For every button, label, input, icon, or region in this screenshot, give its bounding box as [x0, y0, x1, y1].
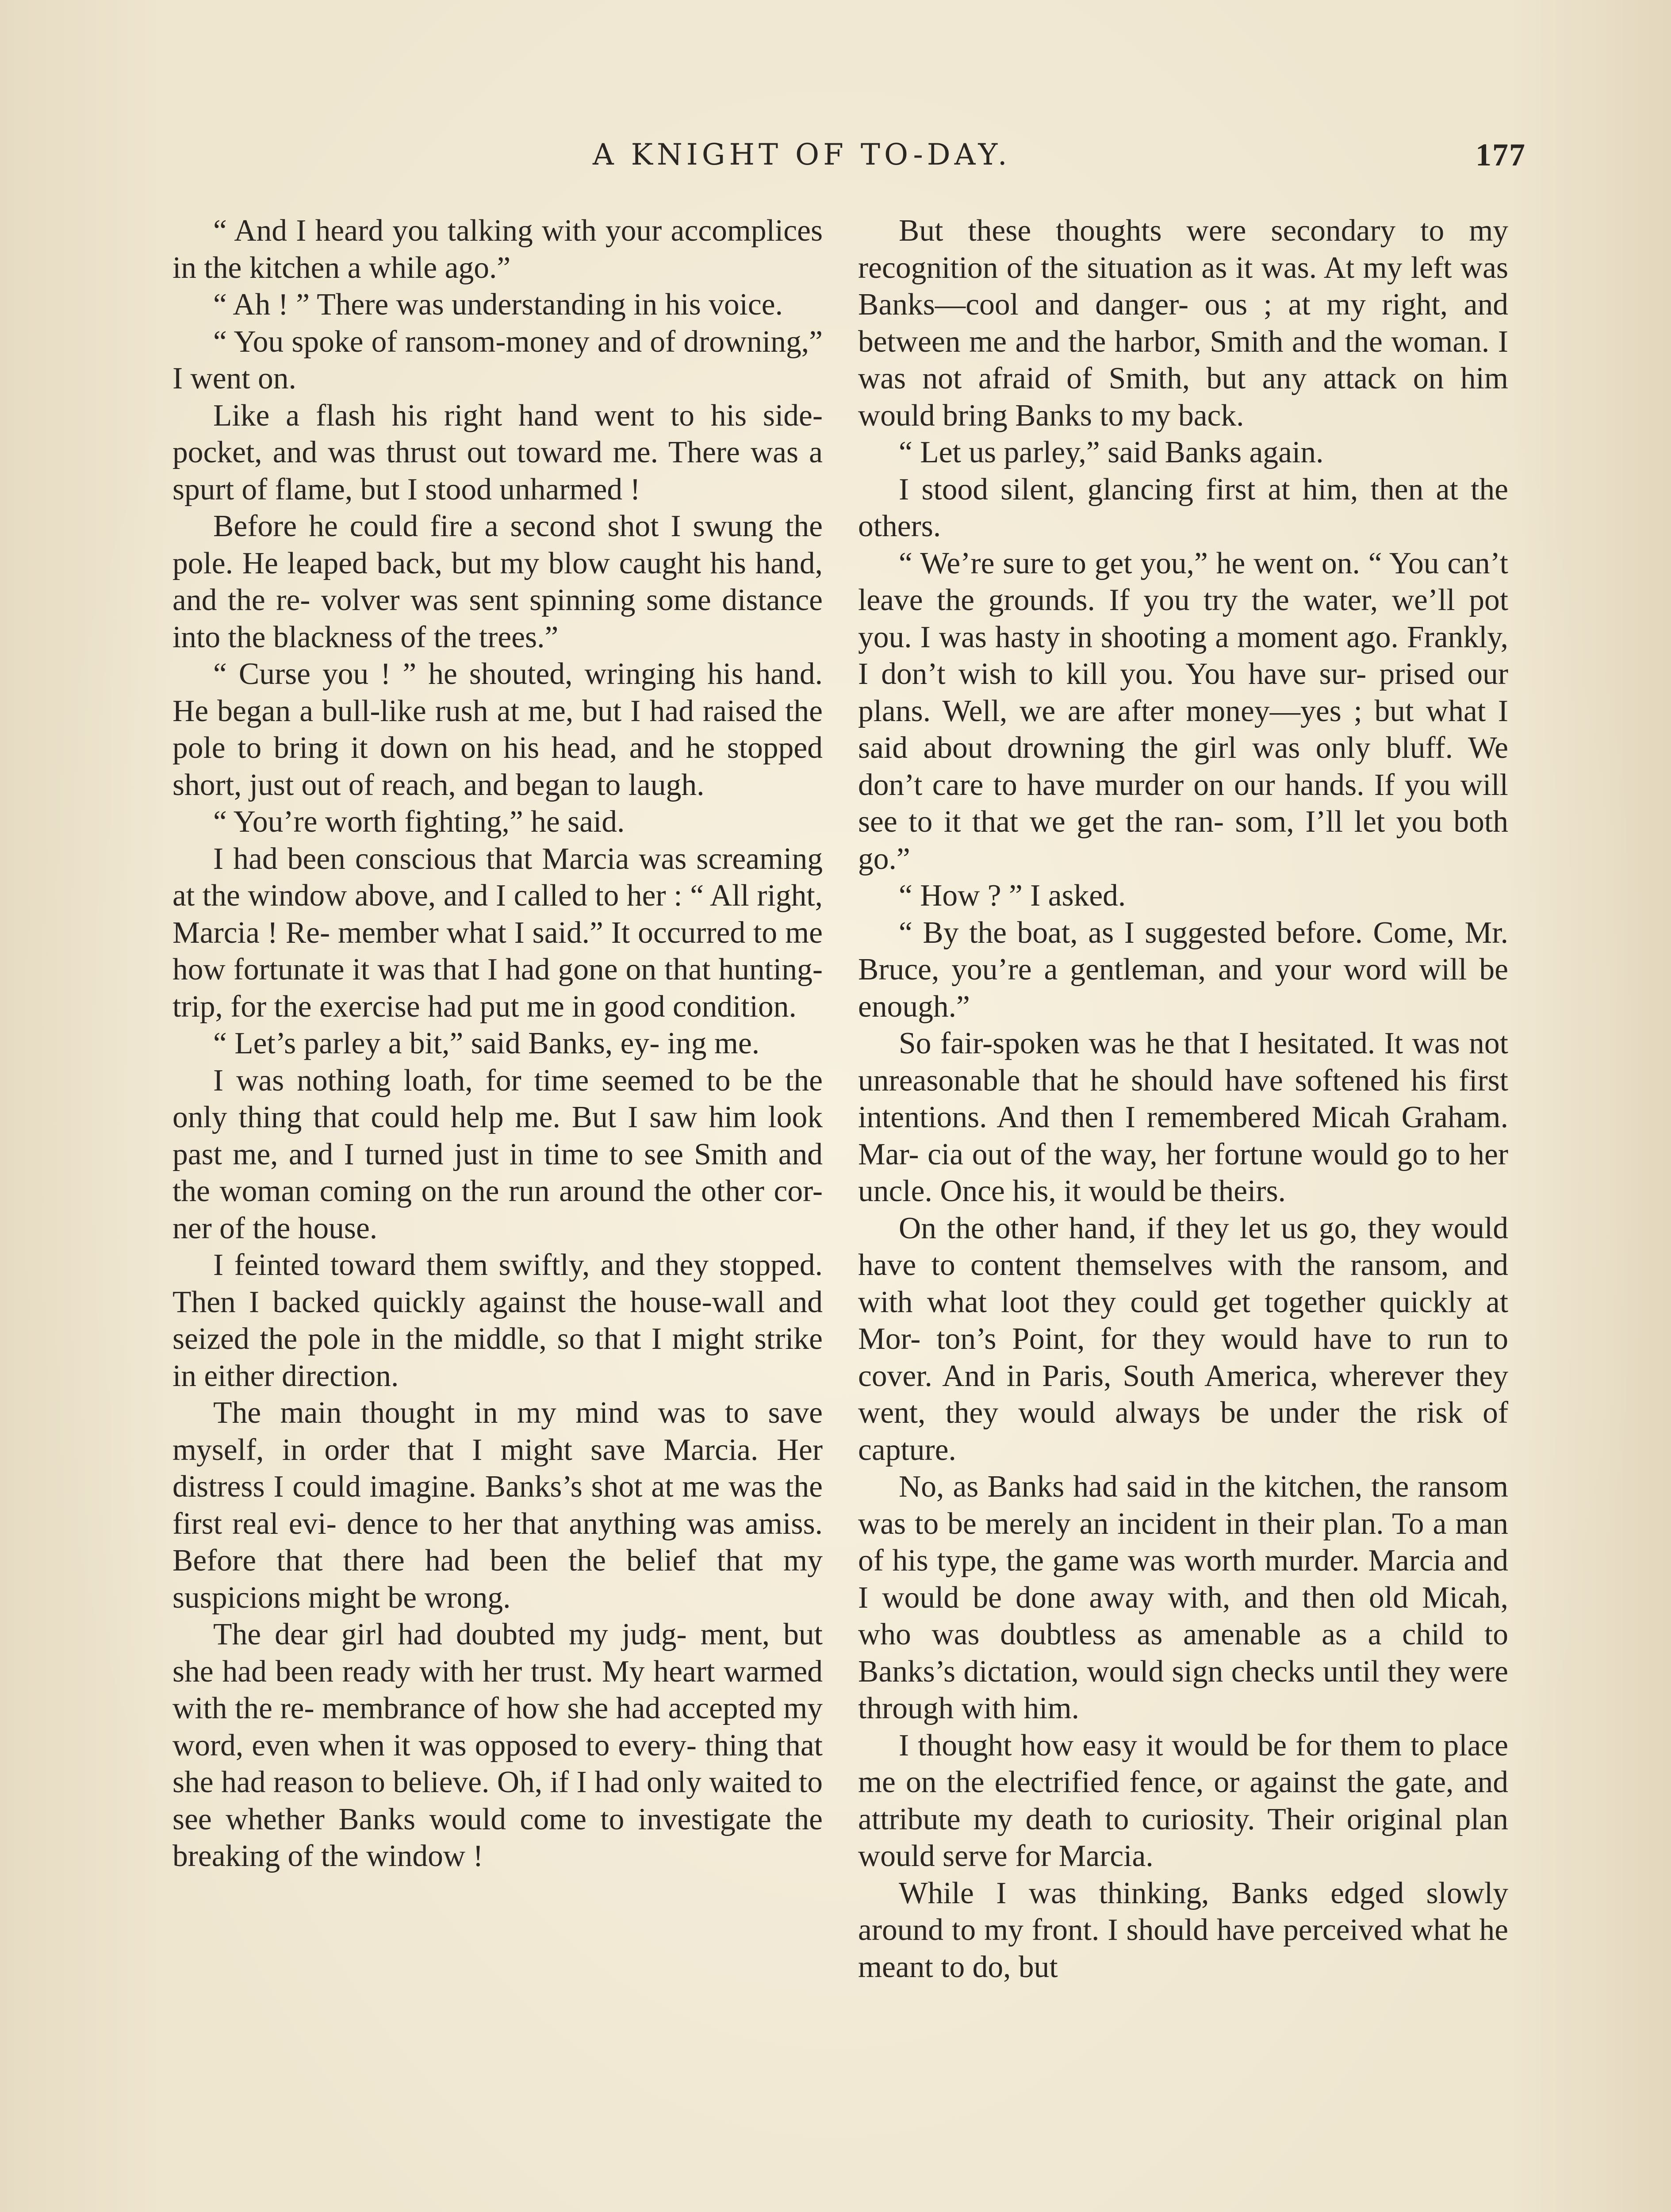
paragraph: The dear girl had doubted my judg- ment, but she had been ready with her trust. My heart warmed with the re- membrance of how she had accepted my word, even when it was opposed to every- thing that she had reason to believe. Oh, if I had only waited to see whether Banks would come to investigate the breaking of the window !: [172, 1617, 823, 1873]
right-column: [858, 212, 1508, 1985]
paragraph: The main thought in my mind was to save myself, in order that I might save Marcia. Her distress I could imagine. Banks’s shot at me was the first real evi- dence to her that anything was amiss. Before that there had been the belief that my suspicions might be wrong.: [172, 1396, 823, 1615]
page-header: [593, 133, 1526, 177]
page-number: 177: [1476, 137, 1526, 173]
paragraph: Like a flash his right hand went to his side-pocket, and was thrust out toward me. There was a spurt of flame, but I stood unharmed !: [172, 398, 823, 507]
paragraph: “ Let’s parley a bit,” said Banks, ey- ing me.: [213, 1026, 760, 1060]
paragraph: “ You’re worth fighting,” he said.: [213, 805, 625, 839]
paragraph: While I was thinking, Banks edged slowly around to my front. I should have perceived what he meant to do, but: [858, 1876, 1508, 1984]
paragraph: I thought how easy it would be for them to place me on the electrified fence, or against the gate, and attribute my death to curiosity. Their original plan would serve for Marcia.: [858, 1728, 1508, 1873]
paragraph: “ We’re sure to get you,” he went on. “ You can’t leave the grounds. If you try the water, we’ll pot you. I was hasty in shooting a moment ago. Frankly, I don’t wish to kill you. You have sur- prised our plans. Well, we are after money—yes ; but what I said about drowning the girl was only bluff. We don’t care to have murder on our hands. If you will see to it that we get the ran- som, I’ll let you both go.”: [858, 546, 1508, 876]
paragraph: So fair-spoken was he that I hesitated. It was not unreasonable that he should have softened his first intentions. And then I remembered Micah Graham. Mar- cia out of the way, her fortune would go to her uncle. Once his, it would be theirs.: [858, 1026, 1508, 1208]
paragraph: “ By the boat, as I suggested before. Come, Mr. Bruce, you’re a gentleman, and your word will be enough.”: [858, 915, 1508, 1024]
paragraph: On the other hand, if they let us go, they would have to content themselves with the ransom, and with what loot they could get together quickly at Mor- ton’s Point, for they would have to run to cover. And in Paris, South America, wherever they went, they would always be under the risk of capture.: [858, 1211, 1508, 1467]
paragraph: “ Curse you ! ” he shouted, wringing his hand. He began a bull-like rush at me, but I had raised the pole to bring it down on his head, and he stopped short, just out of reach, and began to laugh.: [172, 657, 823, 802]
left-column: [172, 212, 823, 1875]
paragraph: “ Ah ! ” There was understanding in his voice.: [213, 288, 783, 322]
paragraph: Before he could fire a second shot I swung the pole. He leaped back, but my blow caught his hand, and the re- volver was sent spinning some distance into the blackness of the trees.”: [172, 509, 823, 654]
paragraph: “ Let us parley,” said Banks again.: [899, 435, 1324, 469]
paragraph: “ And I heard you talking with your accomplices in the kitchen a while ago.”: [172, 214, 823, 285]
paragraph: I had been conscious that Marcia was screaming at the window above, and I called to her : “ All right, Marcia ! Re- member what I said.” It occurred to me how fortunate it was that I had gone on that hunting-trip, for the exercise had put me in good condition.: [172, 841, 823, 1024]
paragraph: I feinted toward them swiftly, and they stopped. Then I backed quickly against the house-wall and seized the pole in the middle, so that I might strike in either direction.: [172, 1248, 823, 1393]
paragraph: I was nothing loath, for time seemed to be the only thing that could help me. But I saw him look past me, and I turned just in time to see Smith and the woman coming on the run around the other cor- ner of the house.: [172, 1063, 823, 1245]
paragraph: But these thoughts were secondary to my recognition of the situation as it was. At my left was Banks—cool and danger- ous ; at my right, and between me and the harbor, Smith and the woman. I was not afraid of Smith, but any attack on him would bring Banks to my back.: [858, 214, 1508, 433]
running-title: A KNIGHT OF TO-DAY.: [593, 138, 1011, 172]
paragraph: No, as Banks had said in the kitchen, the ransom was to be merely an incident in their plan. To a man of his type, the game was worth murder. Marcia and I would be done away with, and then old Micah, who was doubtless as amenable as a child to Banks’s dictation, would sign checks until they were through with him.: [858, 1470, 1508, 1725]
paragraph: “ You spoke of ransom-money and of drowning,” I went on.: [172, 324, 823, 396]
paragraph: I stood silent, glancing first at him, then at the others.: [858, 472, 1508, 543]
paragraph: “ How ? ” I asked.: [899, 879, 1126, 913]
